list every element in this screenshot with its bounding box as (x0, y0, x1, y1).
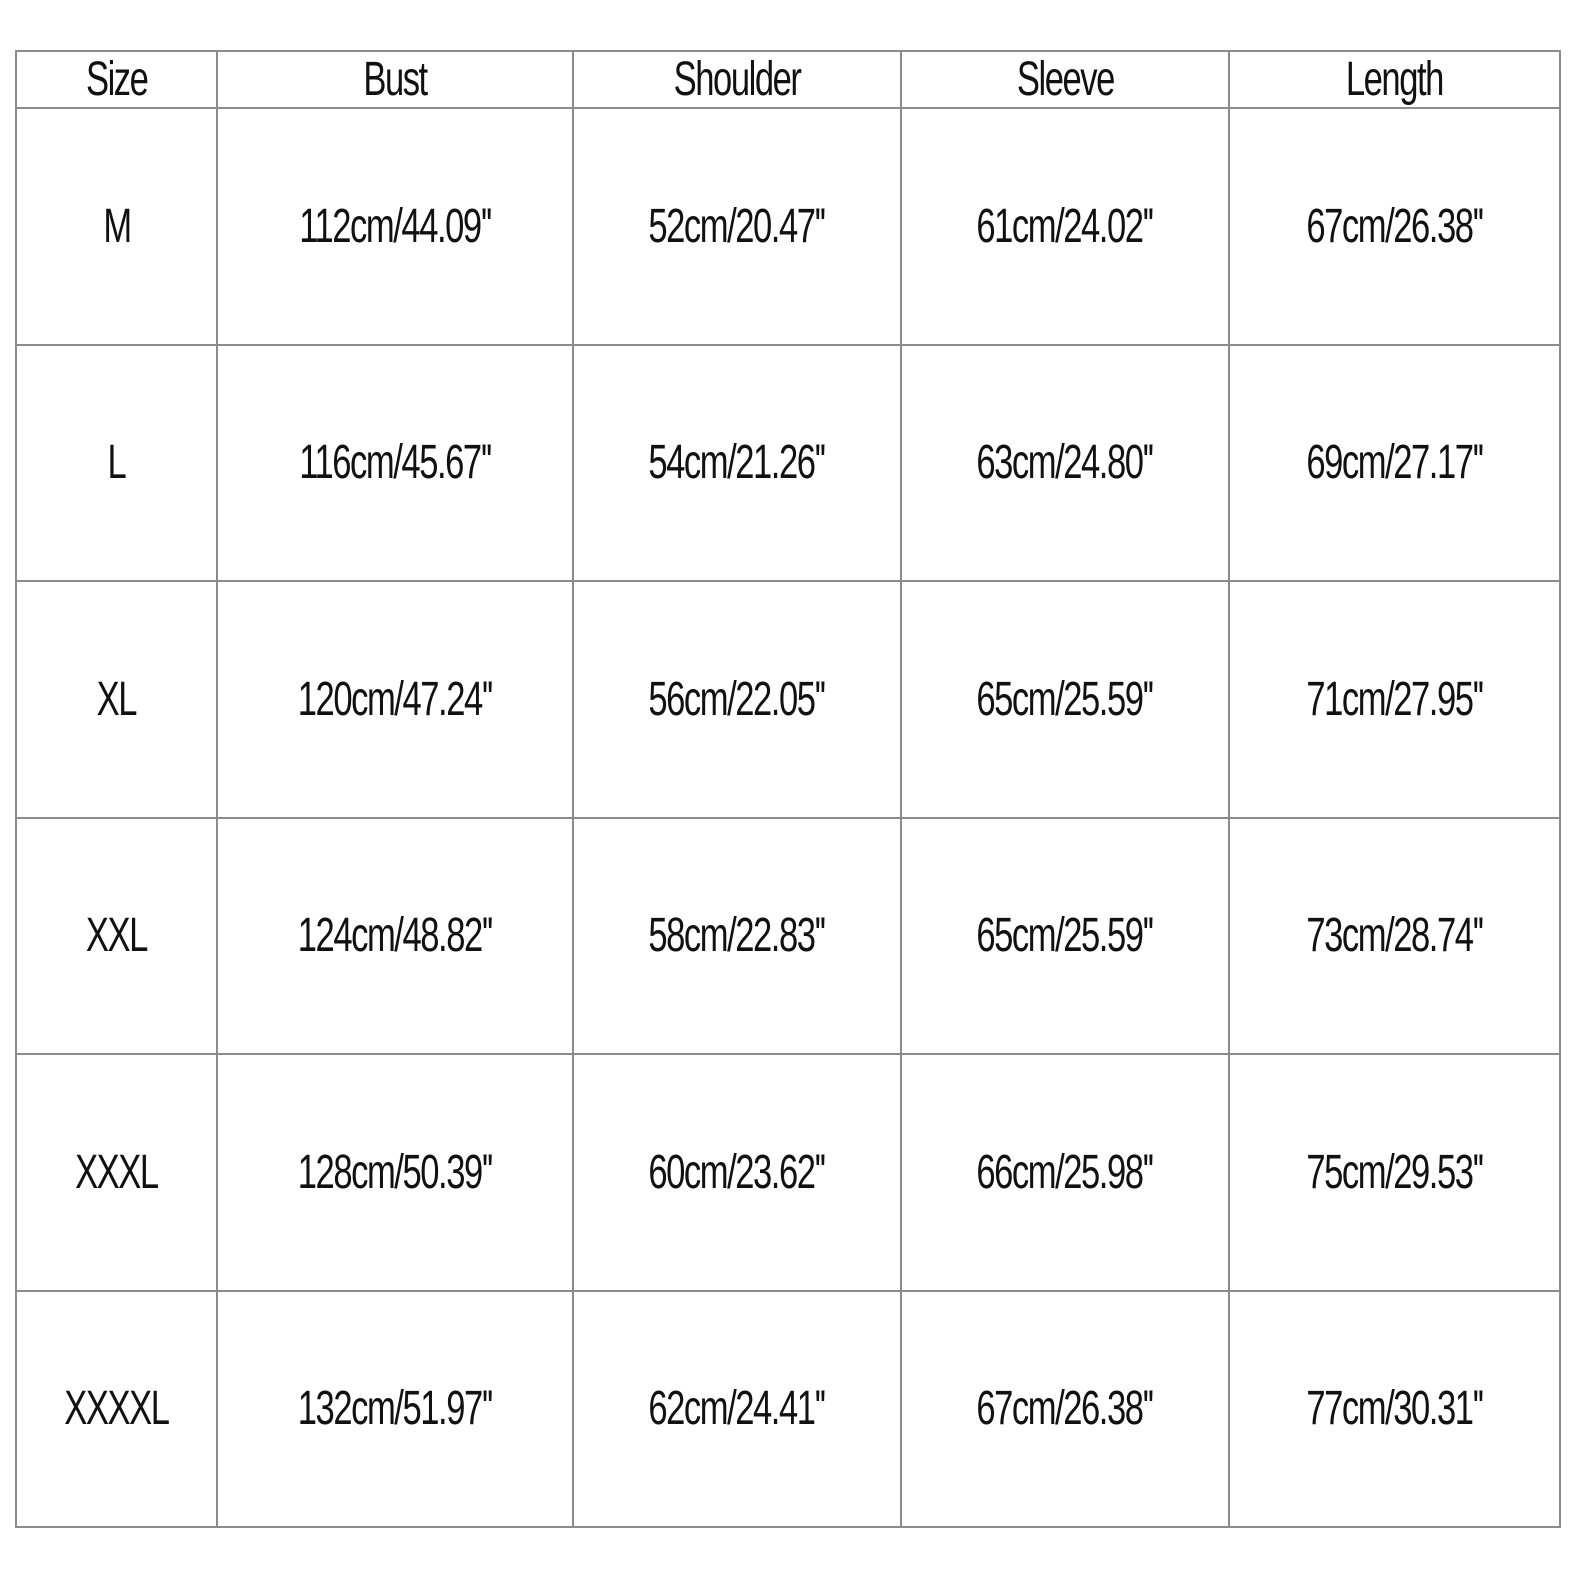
table-row (16, 108, 1560, 345)
cell-length: 69cm/27.17'' (1229, 345, 1560, 582)
size-chart-table (15, 50, 1561, 1528)
cell-length: 67cm/26.38'' (1229, 108, 1560, 345)
cell-length: 77cm/30.31'' (1229, 1291, 1560, 1528)
cell-bust: 116cm/45.67'' (217, 345, 573, 582)
cell-sleeve: 61cm/24.02'' (901, 108, 1229, 345)
table-row (16, 1054, 1560, 1291)
cell-bust: 124cm/48.82'' (217, 818, 573, 1055)
header-bust: Bust (217, 51, 573, 108)
cell-shoulder: 58cm/22.83'' (573, 818, 901, 1055)
cell-sleeve: 66cm/25.98'' (901, 1054, 1229, 1291)
table-row (16, 818, 1560, 1055)
cell-sleeve: 65cm/25.59'' (901, 818, 1229, 1055)
cell-size: XL (16, 581, 217, 818)
cell-shoulder: 62cm/24.41'' (573, 1291, 901, 1528)
cell-bust: 132cm/51.97'' (217, 1291, 573, 1528)
cell-sleeve: 63cm/24.80'' (901, 345, 1229, 582)
cell-length: 75cm/29.53'' (1229, 1054, 1560, 1291)
table-row (16, 345, 1560, 582)
cell-shoulder: 56cm/22.05'' (573, 581, 901, 818)
header-sleeve: Sleeve (901, 51, 1229, 108)
header-size: Size (16, 51, 217, 108)
cell-sleeve: 65cm/25.59'' (901, 581, 1229, 818)
table-row (16, 1291, 1560, 1528)
cell-size: L (16, 345, 217, 582)
cell-sleeve: 67cm/26.38'' (901, 1291, 1229, 1528)
header-row (16, 51, 1560, 108)
cell-length: 73cm/28.74'' (1229, 818, 1560, 1055)
cell-size: M (16, 108, 217, 345)
header-length: Length (1229, 51, 1560, 108)
cell-bust: 120cm/47.24'' (217, 581, 573, 818)
cell-bust: 128cm/50.39'' (217, 1054, 573, 1291)
cell-length: 71cm/27.95'' (1229, 581, 1560, 818)
table-row (16, 581, 1560, 818)
cell-size: XXXXL (16, 1291, 217, 1528)
cell-shoulder: 54cm/21.26'' (573, 345, 901, 582)
cell-bust: 112cm/44.09'' (217, 108, 573, 345)
cell-shoulder: 52cm/20.47'' (573, 108, 901, 345)
cell-shoulder: 60cm/23.62'' (573, 1054, 901, 1291)
cell-size: XXL (16, 818, 217, 1055)
cell-size: XXXL (16, 1054, 217, 1291)
header-shoulder: Shoulder (573, 51, 901, 108)
